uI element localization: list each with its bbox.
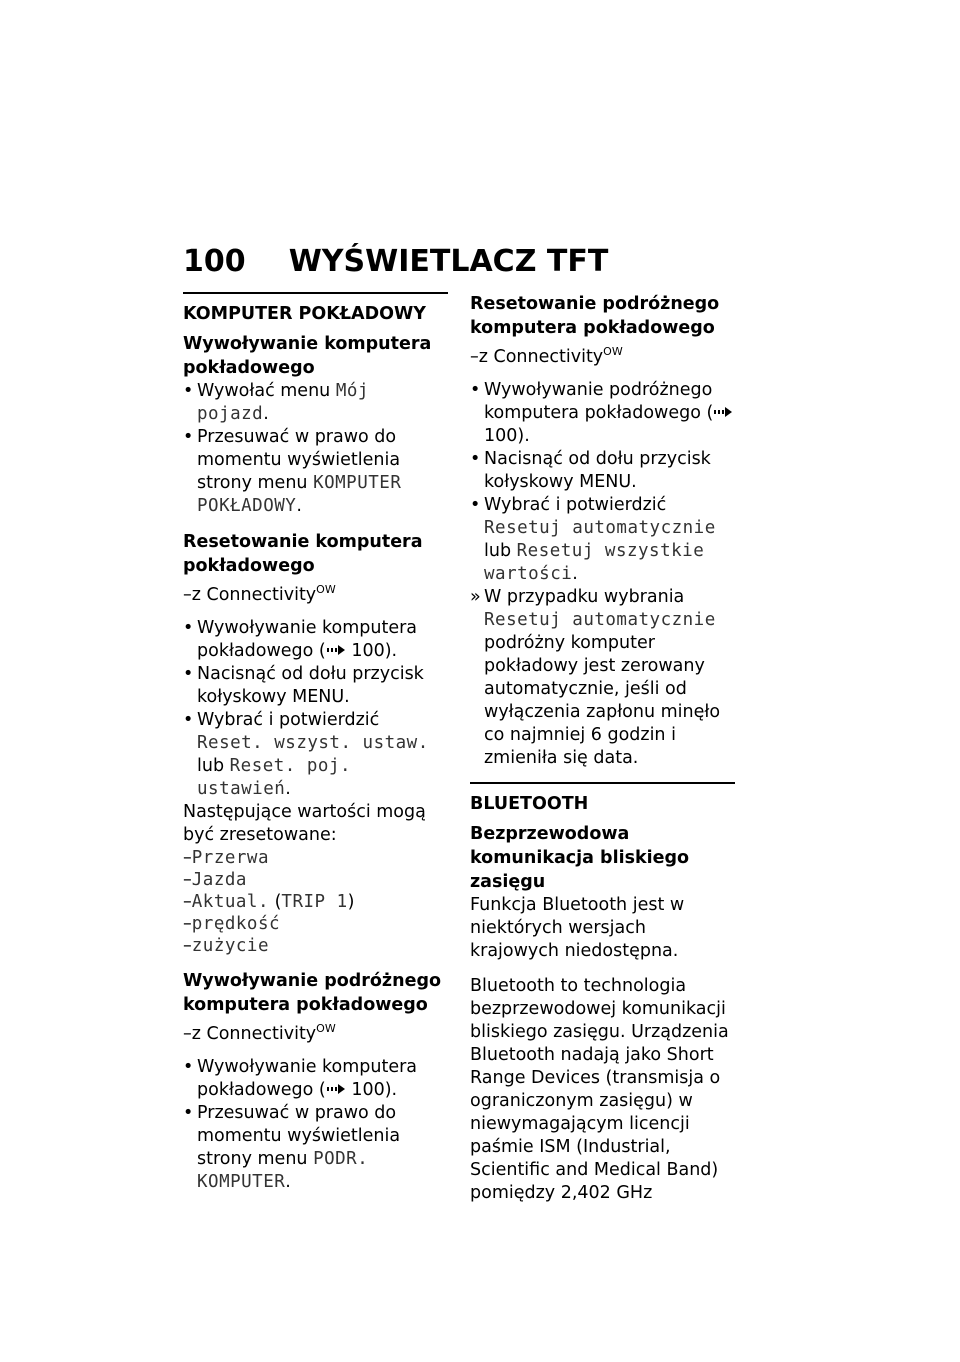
step-list: [470, 379, 735, 770]
left-column: [183, 292, 448, 1206]
section-title-komputer: KOMPUTER POKŁADOWY: [183, 304, 426, 324]
step-list: [183, 380, 448, 518]
bullet-icon: •: [470, 448, 481, 469]
bullet-icon: •: [183, 617, 194, 638]
page-title: WYŚWIETLACZ TFT: [288, 244, 609, 279]
right-column: [470, 292, 735, 1217]
arrow-reference-icon: [713, 405, 733, 419]
list-item: • Wybrać i potwierdzić Resetuj automatycznie lub Resetuj wszystkie wartości.: [470, 494, 716, 584]
step-list: [183, 617, 448, 801]
bullet-icon: •: [470, 494, 481, 515]
list-item: –Przerwa: [183, 847, 270, 868]
subsection-title: Resetowanie komputera pokładowego: [183, 532, 423, 576]
arrow-reference-icon: [326, 643, 346, 657]
reset-values-list: [183, 847, 448, 957]
condition-line: –z Connectivity$^{OW}$: [183, 583, 336, 605]
list-item: • Wybrać i potwierdzić Reset. wszyst. ustaw. lub Reset. poj. ustawień.: [183, 709, 429, 799]
paragraph: Bluetooth to technologia bezprzewodowej komunikacji bliskiego zasięgu. Urządzenia Bluetooth nadają jako Short Range Devices (transmisja o ograniczonym zasięgu) w niewymagającym licencji paśmie ISM (Industrial, Scientific and Medical Band) pomiędzy 2,402 GHz: [470, 975, 729, 1203]
menu-name: Reset. poj. ustawień: [197, 755, 352, 799]
list-item: • Wywoływanie podróżnego komputera pokładowego ( 100).: [470, 379, 735, 448]
bullet-icon: •: [183, 427, 194, 447]
bullet-icon: •: [183, 1102, 194, 1123]
menu-name: Reset. wszyst. ustaw.: [197, 732, 429, 753]
menu-name: Resetuj automatycznie: [484, 609, 716, 630]
page-number: 100: [183, 244, 246, 279]
section-rule: [183, 292, 448, 294]
arrow-reference-icon: [326, 1082, 346, 1096]
menu-name: Resetuj automatycznie: [484, 517, 716, 538]
menu-name: Mój pojazd: [197, 381, 369, 424]
list-item: • Wywoływanie komputera pokładowego ( 100).: [183, 617, 418, 661]
list-item: –Jazda: [183, 869, 247, 890]
section-title-bluetooth: BLUETOOTH: [470, 793, 589, 814]
bullet-icon: •: [183, 709, 194, 730]
subsection-title: Wywoływanie podróżnego komputera pokładowego: [183, 970, 441, 1015]
section-rule: [470, 782, 735, 784]
result-icon: »: [470, 586, 481, 607]
page-header: [183, 244, 608, 284]
menu-name: PODR. KOMPUTER: [197, 1148, 369, 1192]
condition-line: –z Connectivity$^{OW}$: [183, 1021, 336, 1044]
reset-note: Następujące wartości mogą być zresetowane:: [183, 801, 426, 845]
step-list: [183, 1056, 448, 1194]
bullet-icon: •: [183, 663, 194, 684]
bullet-icon: •: [183, 1056, 194, 1077]
list-item: • Przesuwać w prawo do momentu wyświetlenia strony menu KOMPUTER POKŁADOWY.: [183, 427, 402, 516]
menu-name: KOMPUTER POKŁADOWY: [197, 473, 402, 516]
list-item: –prędkość: [183, 913, 281, 934]
paragraph: Funkcja Bluetooth jest w niektórych wersjach krajowych niedostępna.: [470, 894, 685, 961]
condition-line: –z Connectivity$^{OW}$: [470, 345, 623, 367]
list-item: • Nacisnąć od dołu przycisk kołyskowy MENU.: [470, 448, 711, 492]
list-item: • Przesuwać w prawo do momentu wyświetlenia strony menu PODR. KOMPUTER.: [183, 1102, 401, 1192]
list-item: –zużycie: [183, 935, 270, 956]
result-item: » W przypadku wybrania Resetuj automatycznie podróżny komputer pokładowy jest zerowany automatycznie, jeśli od wyłączenia zapłonu minęło co najmniej 6 godzin i zmieniła się data.: [470, 586, 721, 768]
list-item: • Nacisnąć od dołu przycisk kołyskowy MENU.: [183, 663, 424, 707]
menu-name: Resetuj wszystkie wartości: [484, 540, 705, 584]
list-item: –Aktual. (TRIP 1): [183, 891, 355, 912]
subsection-title: Wywoływanie komputera pokładowego: [183, 334, 432, 378]
subsection-title: Resetowanie podróżnego komputera pokładowego: [470, 294, 720, 338]
subsection-title: Bezprzewodowa komunikacja bliskiego zasięgu: [470, 823, 690, 892]
list-item: • Wywoływanie komputera pokładowego ( 100).: [183, 1056, 418, 1100]
bullet-icon: •: [470, 379, 481, 400]
bullet-icon: •: [183, 381, 194, 401]
list-item: • Wywołać menu Mój pojazd.: [183, 381, 369, 424]
